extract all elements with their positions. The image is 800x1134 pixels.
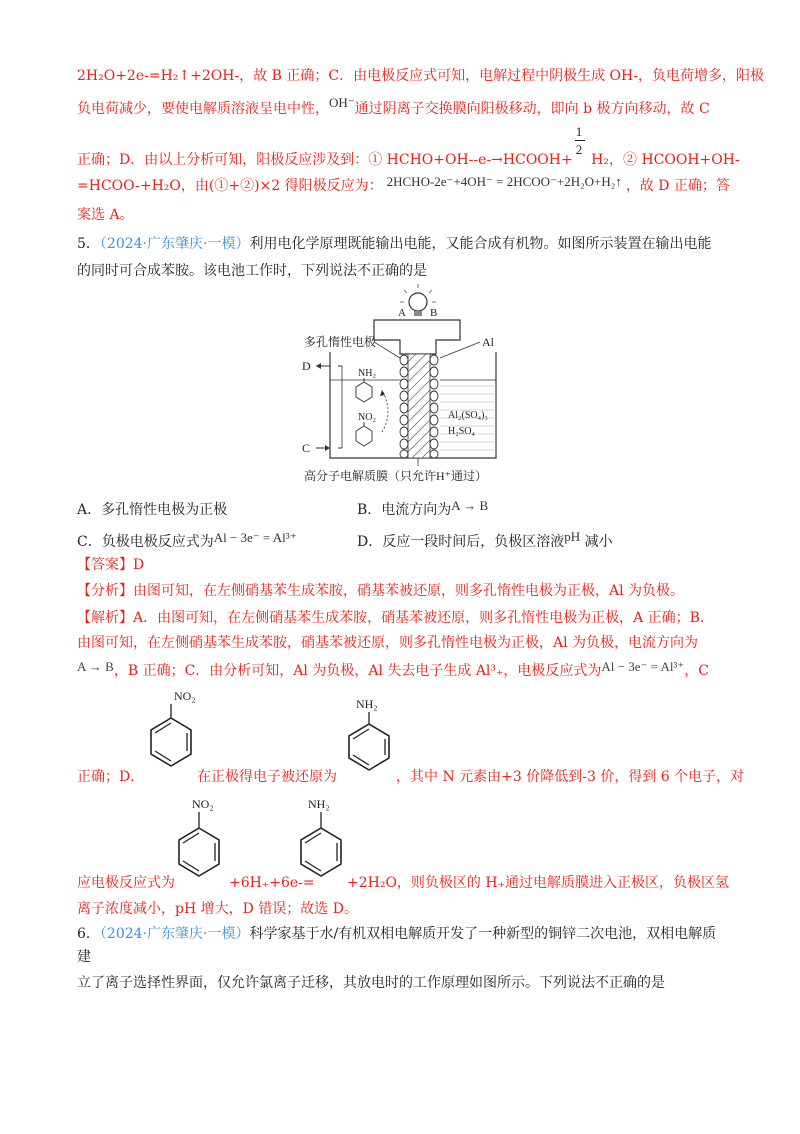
svg-text:NH₂: NH₂ bbox=[358, 368, 376, 379]
svg-text:Al₂(SO₄)₃: Al₂(SO₄)₃ bbox=[448, 410, 488, 421]
text-line: 案选 A。 bbox=[77, 207, 134, 223]
answer: 【答案】D bbox=[77, 557, 145, 573]
text-line: 正确；D．由以上分析可知，阳极反应涉及到：① HCHO+OH--e-→HCOOH+ $\frac{1}{2}$ H₂，② HCOOH+OH- bbox=[77, 124, 740, 168]
option-a[interactable]: A．多孔惰性电极为正极 bbox=[77, 502, 228, 518]
option-c[interactable]: C．负极电极反应式为Al − 3e⁻ = Al³⁺ bbox=[77, 530, 297, 550]
anode-equation: 2HCHO-2e⁻+4OH⁻ = 2HCOO⁻+2H₂O+H₂↑ bbox=[386, 174, 622, 189]
explanation: 离子浓度减小，pH 增大，D 错误；故选 D。 bbox=[77, 901, 358, 917]
svg-text:D: D bbox=[302, 359, 311, 373]
svg-text:多孔惰性电极: 多孔惰性电极 bbox=[304, 335, 377, 349]
question-6-stem: 立了离子选择性界面，仅允许氯离子迁移，其放电时的工作原理如图所示。下列说法不正确的是 bbox=[77, 975, 665, 991]
explanation: 正确；D． bbox=[77, 769, 145, 785]
svg-text:A: A bbox=[398, 307, 406, 319]
svg-text:B: B bbox=[430, 307, 438, 319]
text-line: 2H₂O+2e-=H₂↑+2OH-，故 B 正确；C．由电极反应式可知，电解过程中阴极生成 OH-，负电荷增多，阳极 bbox=[77, 68, 764, 84]
text-line: =HCOO-+H₂O，由(①+②)×2 得阳极反应为： 2HCHO-2e⁻+4OH⁻ = 2HCOO⁻+2H₂O+H₂↑ ，故 D 正确；答 bbox=[77, 174, 730, 194]
explanation: 应电极反应式为 bbox=[77, 875, 175, 891]
question-6-stem: 6．（2024·广东肇庆·一模）科学家基于水/有机双相电解质开发了一种新型的铜锌二次电池，双相电解质 bbox=[77, 926, 717, 942]
svg-text:H₂SO₄: H₂SO₄ bbox=[448, 426, 475, 437]
analysis: 【分析】由图可知，在左侧硝基苯生成苯胺，硝基苯被还原，则多孔惰性电极为正极，Al 为负极。 bbox=[77, 583, 685, 599]
svg-text:NH₂: NH₂ bbox=[308, 797, 330, 811]
explanation: A → B，B 正确；C．由分析可知，Al 为负极，Al 失去电子生成 Al³₊，电极反应式为Al − 3e⁻ = Al³⁺，C bbox=[77, 659, 709, 679]
aniline-structure bbox=[344, 694, 394, 778]
explanation: ，其中 N 元素由+3 价降低到-3 价，得到 6 个电子，对 bbox=[396, 769, 745, 785]
question-6-stem: 建 bbox=[77, 949, 91, 965]
svg-text:NH₂: NH₂ bbox=[356, 697, 378, 711]
option-b[interactable]: B．电流方向为A → B bbox=[357, 498, 489, 518]
nitrobenzene-structure bbox=[146, 686, 196, 770]
nitrobenzene-structure bbox=[174, 794, 224, 880]
svg-text:NO₂: NO₂ bbox=[174, 689, 196, 703]
svg-text:高分子电解质膜（只允许H⁺通过）: 高分子电解质膜（只允许H⁺通过） bbox=[304, 469, 488, 483]
text-line: 负电荷减少，要使电解质溶液呈电中性，OH⁻通过阴离子交换膜向阳极移动，即向 b 极方向移动，故 C bbox=[77, 95, 710, 117]
fraction: $\frac{1}{2}$ bbox=[573, 144, 587, 164]
explanation: +2H₂O，则负极区的 H₊通过电解质膜进入正极区，负极区氢 bbox=[347, 875, 729, 891]
explanation: 【解析】A．由图可知，在左侧硝基苯生成苯胺，硝基苯被还原，则多孔惰性电极为正极，A 正确；B． bbox=[77, 610, 714, 626]
explanation: +6H₊+6e-= bbox=[229, 875, 315, 891]
hydroxide-formula: OH⁻ bbox=[329, 95, 355, 110]
svg-text:NO₂: NO₂ bbox=[192, 797, 214, 811]
question-5-stem: 的同时可合成苯胺。该电池工作时，下列说法不正确的是 bbox=[77, 263, 427, 279]
battery-diagram bbox=[290, 282, 530, 488]
question-5-stem: 5．（2024·广东肇庆·一模）利用电化学原理既能输出电能，又能合成有机物。如图所示装置在输出电能 bbox=[77, 236, 712, 252]
explanation: 在正极得电子被还原为 bbox=[197, 769, 337, 785]
svg-text:NO₂: NO₂ bbox=[358, 412, 376, 423]
svg-text:C: C bbox=[302, 441, 311, 455]
explanation: 由图可知，在左侧硝基苯生成苯胺，硝基苯被还原，则多孔惰性电极为正极，Al 为负极，电流方向为 bbox=[77, 635, 699, 651]
option-d[interactable]: D．反应一段时间后，负极区溶液pH 减小 bbox=[357, 529, 613, 550]
aniline-structure bbox=[296, 794, 346, 880]
svg-text:Al: Al bbox=[482, 335, 494, 349]
